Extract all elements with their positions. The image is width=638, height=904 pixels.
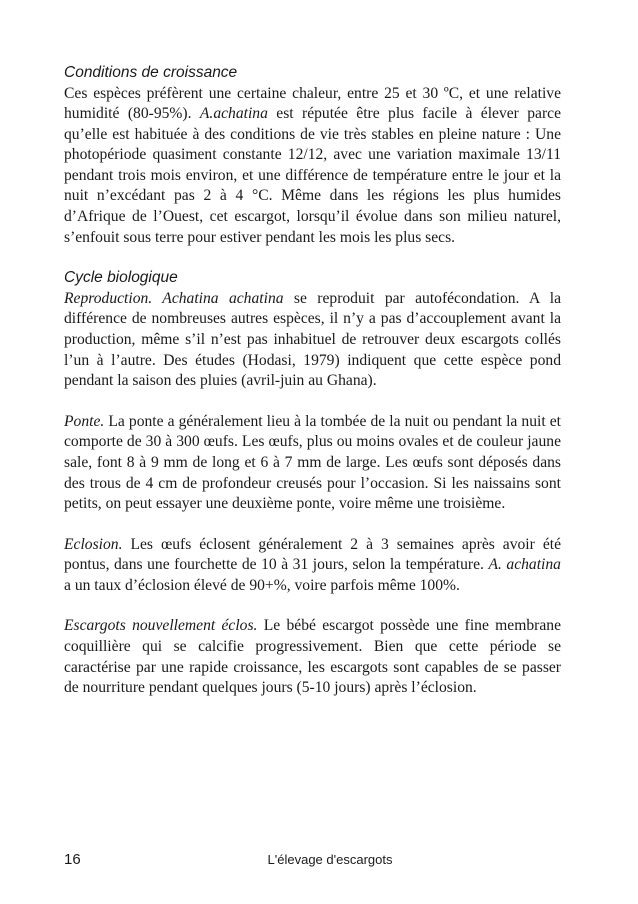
page-body [64, 63, 561, 699]
text-segment: se reproduit par autofécondation. A la différence de nombreuses autres espèces, il n’y a pas d’accouplement avant la production, même s’il n’est pas inhabituel de retrouver deux escargots collés l’un à l’autre. Des études (Hodasi, 1979) indiquent que cette espèce pond pendant la saison des pluies (avril-juin au Ghana). [64, 289, 561, 390]
paragraph-ponte [64, 412, 561, 515]
species-name: A.achatina [199, 105, 268, 123]
running-title: L'élevage d'escargots [267, 852, 393, 867]
page-number: 16 [64, 851, 81, 868]
paragraph-conditions [64, 84, 561, 249]
paragraph-label: Ponte. [64, 412, 105, 430]
paragraph-label: Escargots nouvellement éclos. [64, 617, 258, 635]
paragraph-label: Eclosion. [64, 535, 123, 553]
text-segment: Ces espèces préfèrent une certaine chaleur, entre 25 et 30 ºC, et une relative humidité (80-95%). [64, 84, 561, 123]
paragraph-reproduction [64, 289, 561, 392]
section-heading-conditions: Conditions de croissance [64, 64, 238, 81]
species-name: A. achatina [488, 556, 561, 574]
text-segment: Le bébé escargot possède une fine membrane coquillière qui se calcifie progressivement. Bien que cette période se caractérise par une rapide croissance, les escargots sont capables de se passer de nourriture pendant quelques jours (5-10 jours) après l’éclosion. [64, 617, 561, 697]
paragraph-label: Reproduction. Achatina achatina [64, 289, 284, 307]
section-heading-cycle: Cycle biologique [64, 269, 178, 287]
paragraph-eclosion [64, 535, 561, 597]
text-segment: a un taux d’éclosion élevé de 90+%, voire parfois même 100%. [64, 576, 460, 594]
text-segment: Les œufs éclosent généralement 2 à 3 semaines après avoir été pontus, dans une fourchette de 10 à 31 jours, selon la température. [64, 535, 561, 574]
text-segment: est réputée être plus facile à élever parce qu’elle est habituée à des conditions de vie très stables en pleine nature : Une photopériode quasiment constante 12/12, avec une variation maximale 13/11 pendant trois mois environ, et une différence de température entre le jour et la nuit n’excédant pas 2 à 4 °C. Même dans les régions les plus humides d’Afrique de l’Ouest, cet escargot, lorsqu’il évolue dans son milieu naturel, s’enfouit sous terre pour estiver pendant les mois les plus secs. [64, 105, 562, 246]
paragraph-nouveaux-eclos [64, 616, 561, 698]
text-segment: La ponte a généralement lieu à la tombée de la nuit ou pendant la nuit et comporte de 30 à 300 œufs. Les œufs, plus ou moins ovales et de couleur jaune sale, font 8 à 9 mm de long et 6 à 7 mm de large. Les œufs sont déposés dans des trous de 4 cm de profondeur creusés pour l’occasion. Si les naissains sont petits, on peut essayer une deuxième ponte, voire même une troisième. [64, 412, 561, 513]
